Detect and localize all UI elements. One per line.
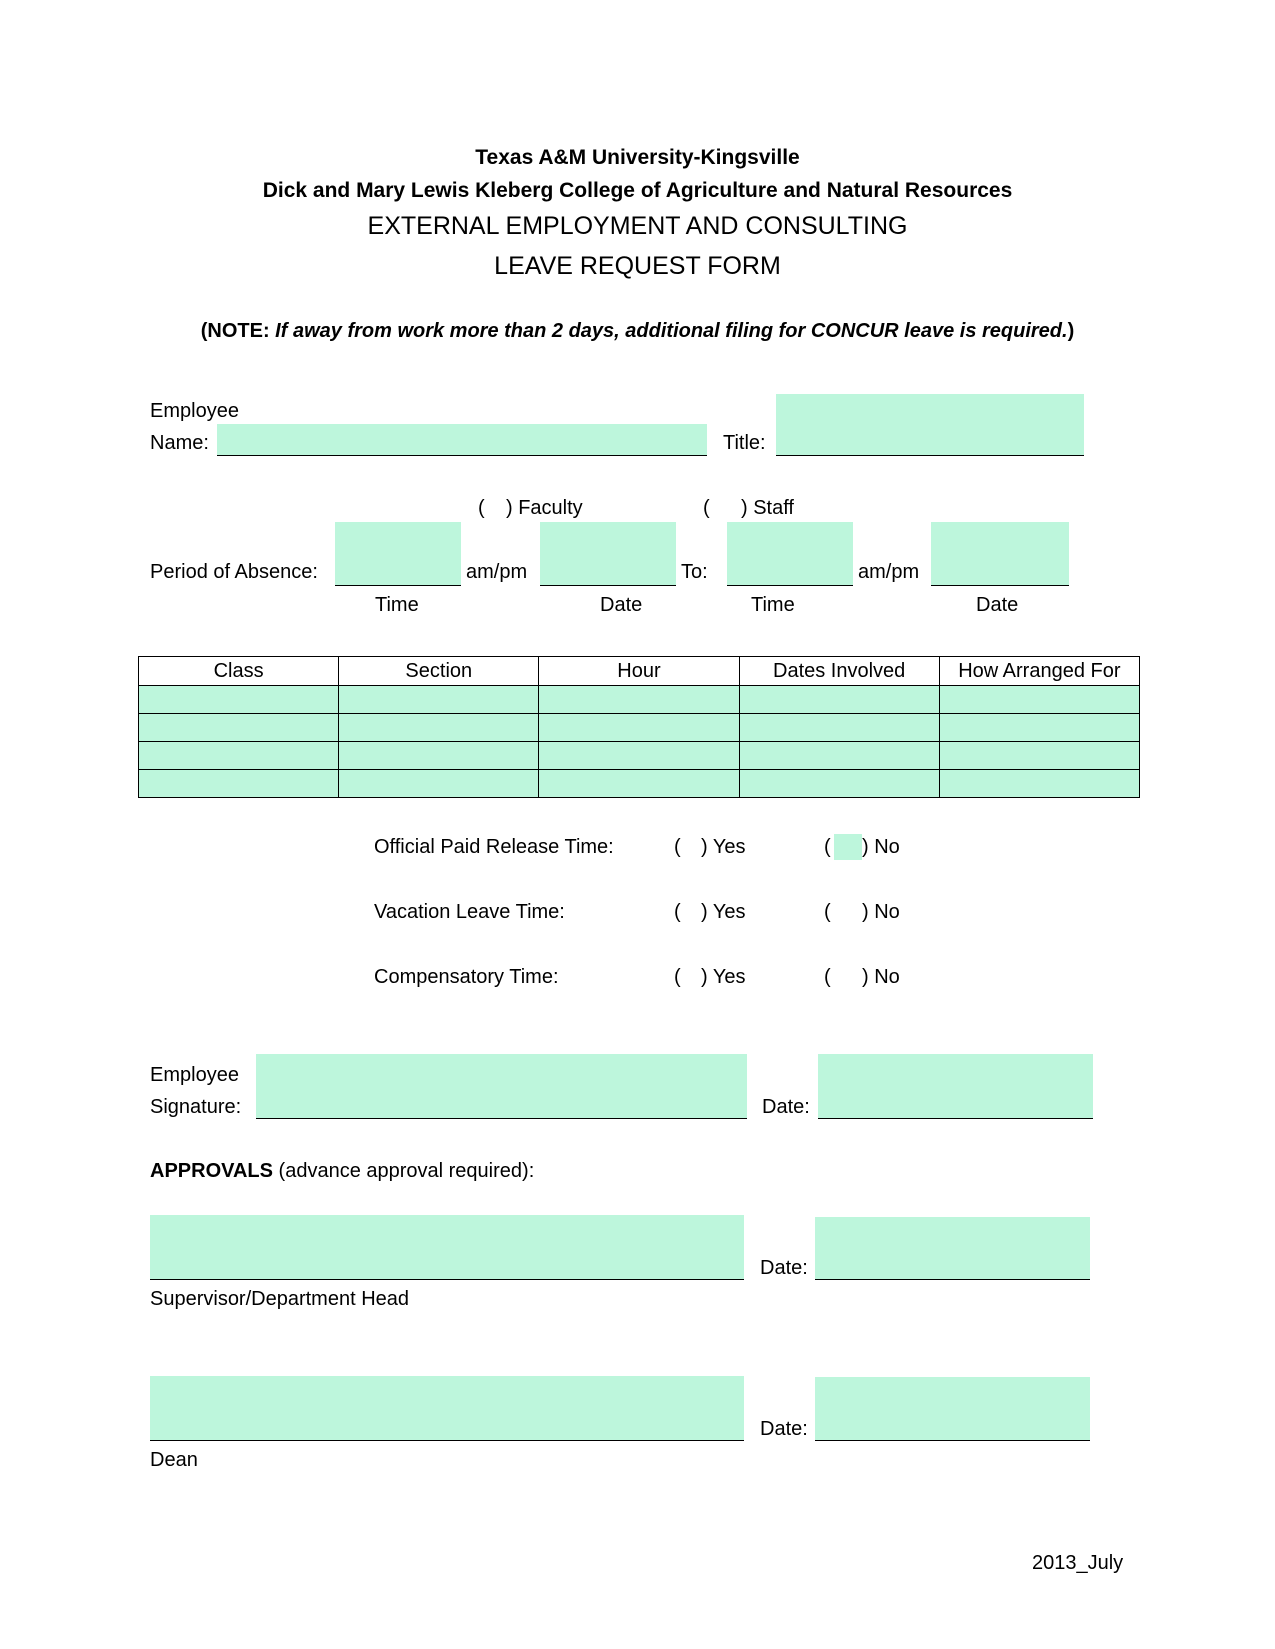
- compensatory-time-no-paren: (: [824, 966, 831, 988]
- note-text: If away from work more than 2 days, additional filing for CONCUR leave is required.: [269, 320, 1068, 342]
- from-time-caption: Time: [375, 594, 419, 616]
- to-time-field[interactable]: [727, 522, 853, 585]
- employee-name-label-line1: Employee: [150, 400, 239, 422]
- compensatory-time-no[interactable]: ) No: [862, 966, 900, 988]
- table-cell[interactable]: [339, 770, 539, 798]
- title-underline: [776, 455, 1084, 456]
- note-label: NOTE:: [207, 320, 270, 342]
- compensatory-time-yes[interactable]: ) Yes: [701, 966, 746, 988]
- table-row: [139, 714, 1140, 742]
- employee-name-field[interactable]: [217, 424, 707, 455]
- table-cell[interactable]: [339, 714, 539, 742]
- staff-open-paren: (: [703, 497, 710, 519]
- form-version: 2013_July: [1032, 1552, 1124, 1574]
- supervisor-date-label: Date:: [760, 1257, 808, 1279]
- supervisor-signature-field[interactable]: [150, 1215, 744, 1279]
- official-paid-release-label: Official Paid Release Time:: [374, 836, 614, 858]
- table-cell[interactable]: [139, 686, 339, 714]
- to-time-underline: [727, 585, 853, 586]
- to-date-underline: [931, 585, 1069, 586]
- table-row: [139, 686, 1140, 714]
- dean-date-field[interactable]: [815, 1377, 1090, 1440]
- signature-date-label: Date:: [762, 1096, 810, 1118]
- note-open-paren: (: [200, 320, 208, 342]
- column-header-section: Section: [339, 657, 539, 686]
- official-paid-release-no-paren: (: [824, 836, 831, 858]
- supervisor-caption: Supervisor/Department Head: [150, 1288, 410, 1310]
- column-header-dates-involved: Dates Involved: [739, 657, 939, 686]
- vacation-leave-no[interactable]: ) No: [862, 901, 900, 923]
- from-time-underline: [335, 585, 461, 586]
- approvals-subheading: (advance approval required):: [272, 1160, 535, 1182]
- class-coverage-table: [138, 656, 1140, 798]
- from-date-caption: Date: [600, 594, 643, 616]
- column-header-how-arranged-for: How Arranged For: [939, 657, 1139, 686]
- employee-name-label-line2: Name:: [150, 432, 209, 454]
- compensatory-time-label: Compensatory Time:: [374, 966, 559, 988]
- table-row: [139, 742, 1140, 770]
- dean-signature-field[interactable]: [150, 1376, 744, 1440]
- official-paid-release-yes[interactable]: ) Yes: [701, 836, 746, 858]
- supervisor-date-underline: [815, 1279, 1090, 1280]
- table-cell[interactable]: [339, 742, 539, 770]
- table-cell[interactable]: [939, 770, 1139, 798]
- dean-signature-underline: [150, 1440, 744, 1441]
- to-ampm-label: am/pm: [858, 561, 920, 583]
- supervisor-date-field[interactable]: [815, 1217, 1090, 1279]
- period-of-absence-label: Period of Absence:: [150, 561, 318, 583]
- title-field[interactable]: [776, 394, 1084, 455]
- to-date-caption: Date: [976, 594, 1019, 616]
- table-cell[interactable]: [339, 686, 539, 714]
- dean-date-label: Date:: [760, 1418, 808, 1440]
- from-ampm-label: am/pm: [466, 561, 528, 583]
- signature-label-line2: Signature:: [150, 1096, 242, 1118]
- approvals-heading: [150, 1160, 534, 1183]
- to-time-caption: Time: [751, 594, 795, 616]
- signature-label-line1: Employee: [150, 1064, 239, 1086]
- to-date-field[interactable]: [931, 522, 1069, 585]
- vacation-leave-label: Vacation Leave Time:: [374, 901, 565, 923]
- table-cell[interactable]: [139, 742, 339, 770]
- approvals-heading-bold: APPROVALS: [150, 1160, 273, 1182]
- column-header-hour: Hour: [539, 657, 739, 686]
- form-title-line2: LEAVE REQUEST FORM: [494, 252, 781, 280]
- table-cell[interactable]: [139, 714, 339, 742]
- form-title-line1: EXTERNAL EMPLOYMENT AND CONSULTING: [367, 212, 908, 240]
- to-label: To:: [681, 561, 708, 583]
- from-time-field[interactable]: [335, 522, 461, 585]
- table-cell[interactable]: [739, 742, 939, 770]
- table-cell[interactable]: [739, 770, 939, 798]
- from-date-field[interactable]: [540, 522, 676, 585]
- university-name: Texas A&M University-Kingsville: [475, 146, 800, 169]
- employee-name-underline: [217, 455, 707, 456]
- table-cell[interactable]: [739, 686, 939, 714]
- table-cell[interactable]: [539, 742, 739, 770]
- vacation-leave-yes-paren: (: [674, 901, 681, 923]
- table-header-row: [139, 657, 1140, 686]
- official-paid-release-no[interactable]: ) No: [862, 836, 900, 858]
- table-cell[interactable]: [739, 714, 939, 742]
- title-label: Title:: [723, 432, 766, 454]
- employee-signature-underline: [256, 1118, 747, 1119]
- table-cell[interactable]: [939, 714, 1139, 742]
- column-header-class: Class: [139, 657, 339, 686]
- faculty-open-paren: (: [478, 497, 485, 519]
- official-paid-release-yes-paren: (: [674, 836, 681, 858]
- dean-date-underline: [815, 1440, 1090, 1441]
- college-name: Dick and Mary Lewis Kleberg College of Agriculture and Natural Resources: [262, 179, 1013, 202]
- staff-option[interactable]: ) Staff: [741, 497, 794, 519]
- employee-signature-field[interactable]: [256, 1054, 747, 1118]
- dean-caption: Dean: [150, 1449, 198, 1471]
- compensatory-time-yes-paren: (: [674, 966, 681, 988]
- from-date-underline: [540, 585, 676, 586]
- vacation-leave-yes[interactable]: ) Yes: [701, 901, 746, 923]
- table-cell[interactable]: [939, 742, 1139, 770]
- faculty-option[interactable]: ) Faculty: [506, 497, 583, 519]
- table-cell[interactable]: [539, 770, 739, 798]
- official-paid-release-no-field[interactable]: [834, 834, 862, 860]
- signature-date-underline: [818, 1118, 1093, 1119]
- vacation-leave-no-paren: (: [824, 901, 831, 923]
- table-cell[interactable]: [939, 686, 1139, 714]
- table-row: [139, 770, 1140, 798]
- table-cell[interactable]: [539, 686, 739, 714]
- supervisor-signature-underline: [150, 1279, 744, 1280]
- table-cell[interactable]: [139, 770, 339, 798]
- signature-date-field[interactable]: [818, 1054, 1093, 1118]
- note: [0, 320, 1275, 343]
- table-cell[interactable]: [539, 714, 739, 742]
- note-close-paren: ): [1067, 320, 1075, 342]
